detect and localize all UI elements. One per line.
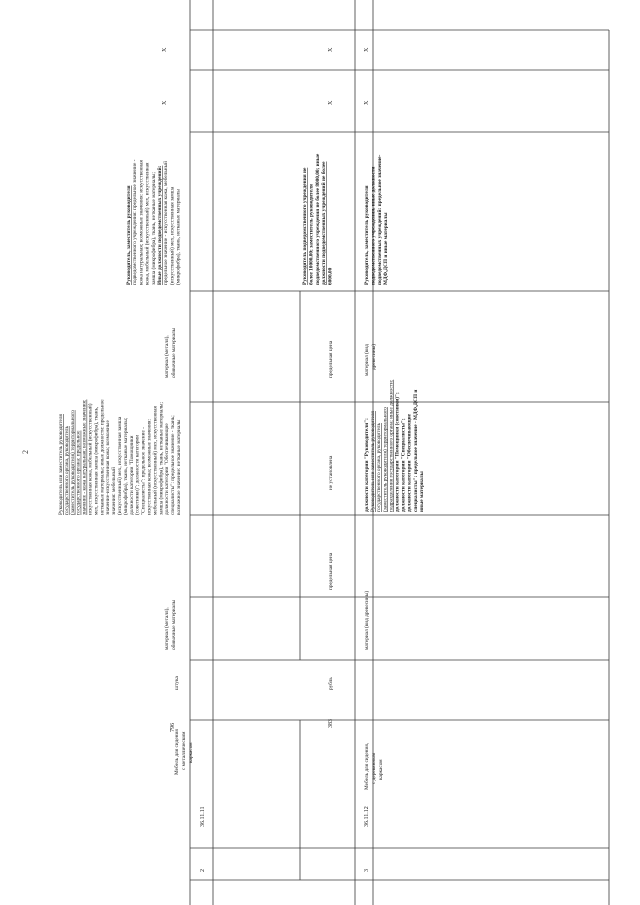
row-2-name-line: Мебель для сидения <box>174 729 180 775</box>
row-2b-function: Х <box>328 47 334 52</box>
row-3-authority-value-line: должности категории "Руководители": <box>364 418 370 512</box>
row-2b-approved-characteristic: предельная цена <box>328 340 334 378</box>
row-2b-approved-value-line: 6000,00 <box>327 267 334 285</box>
row-2-authority-value-line: (заместитель руководителя) территориального <box>69 410 76 515</box>
row-2-approved-value-line: (микрофибра), ткань, нетканые материалы <box>175 189 182 285</box>
row-2-authority-value-line: (советники)"; должности категории <box>134 434 141 515</box>
row-3-approved-value-line: подведомственных учреждений: предельное значение- <box>376 154 383 285</box>
row-2-characteristic <box>163 599 177 650</box>
row-3-authority-value-line: должности категории "Специалисты"; <box>400 418 407 512</box>
row-2-authority-value-line: должности категории "Обеспечивающие <box>164 423 171 515</box>
row-2-characteristic-line: материал (металл), <box>164 607 170 650</box>
row-2-authority-value-line: значение - кожа натуральная; возможные значения: <box>81 399 88 515</box>
row-2b-okei-code: 383 <box>328 719 334 728</box>
row-2-okei-unit: штука <box>174 676 180 690</box>
row-2b-authority-values: не установлена <box>328 455 334 490</box>
row-2b-justification: Х <box>328 100 334 105</box>
row-3-approved-value-line: подведомственного учреждения, иные должности <box>370 166 377 285</box>
row-2b-approved-values <box>302 153 334 285</box>
row-2b-approved-value-line: Руководитель подведомственного учреждения не <box>302 167 308 285</box>
row-3-authority-value-line: (заместитель руководителя) территориального <box>382 407 389 512</box>
row-3-name-line: Мебель для сидения, <box>364 742 370 790</box>
row-3-authority-value-line: государственного органа, руководитель <box>376 423 383 512</box>
row-2-approved-values <box>126 159 182 285</box>
row-3-approved-characteristic-line: древесины) <box>371 344 377 370</box>
row-3-name-line: каркасом <box>378 759 384 780</box>
row-3-approved-value-line: Руководитель, заместитель руководителя <box>364 185 370 285</box>
page-number: 2 <box>21 450 30 454</box>
row-3-authority-value-line: должности категории "Помощники (советники)"; <box>394 392 401 512</box>
row-2b-approved-value-line: подведомственного учреждения не более 8000,00; иные <box>314 153 321 285</box>
row-2-authority-value-line: мебельный (искусственный) мех, искусственная <box>152 406 159 515</box>
row-3-characteristic: материал (вид древесины) <box>364 590 370 650</box>
row-3-authority-value-line: подразделения государственного органа; иные должности: <box>388 379 395 512</box>
row-2b-approved-value-line: должности подведомственных учреждений не более <box>321 161 328 285</box>
row-2-authority-value-line: возможное значение: нетканые материалы <box>176 419 182 515</box>
row-3-name-line: с деревянным <box>371 752 377 784</box>
row-2-name-line: с металлическим <box>181 731 187 770</box>
row-2b-characteristic: предельная цена <box>328 552 334 590</box>
row-3-approved-value-line: МДФ,ДСП и иные материалы <box>383 212 390 285</box>
row-2-authority-value-line: "Специалисты": предельное значение - <box>140 427 147 515</box>
row-2-approved-value-line: кожа натуральная; возможные значения: искусственная <box>138 160 145 285</box>
row-3-approved-characteristic <box>363 344 377 376</box>
row-2-approved-value-line: Иные должности подведомственных учреждений: <box>157 165 163 285</box>
row-2b-okei-unit: рубль <box>328 677 334 690</box>
row-2-name-line: каркасом <box>188 742 194 763</box>
row-2-justification: Х <box>162 100 168 105</box>
row-2-authority-value-line: мех, искусственная замша (микрофибра), ткань, <box>93 406 100 515</box>
row-2-authority-value-line: государственного органа, руководитель <box>63 426 70 515</box>
row-2-authority-values <box>58 399 182 515</box>
row-3-authority-value-line: Руководитель или заместитель руководителя <box>370 411 377 512</box>
row-2b-approved-value-line: более 10000,00; заместитель руководителя <box>308 184 315 285</box>
row-2-authority-value-line: (искусственный) мех, искусственная замша <box>117 416 123 515</box>
row-3-function: Х <box>364 47 370 52</box>
row-2-approved-value-line: Руководитель, заместитель руководителя <box>126 185 132 285</box>
row-2-approved-value-line: (искусственный) мех, искусственная замша <box>169 186 176 285</box>
row-2-approved-value-line: замша (микрофибра), ткань, нетканые материалы; <box>150 172 157 285</box>
row-2-approved-value-line: кожа, мебельный (искусственный) мех, искусственная <box>144 162 151 285</box>
row-2-characteristic-line: обивочные материалы <box>171 599 177 650</box>
row-3-approved-characteristic-line: материал (вид <box>364 344 370 376</box>
row-2-approved-value-line: подведомственного учреждения: предельное значение - <box>132 159 139 285</box>
row-3-authority-value-line: должности категории "Обеспечивающие <box>406 414 413 512</box>
row-2-approved-characteristic-line: обивочные материалы <box>171 327 177 378</box>
row-2-authority-value-line: значения: мебельный <box>111 467 118 515</box>
row-2-okei-code: 796 <box>170 723 176 732</box>
row-2-okpd-code: 36.11.11 <box>200 806 206 827</box>
row-2-approved-characteristic-line: материал (металл), <box>164 335 170 378</box>
row-2-authority-value-line: (микрофибра), ткань, нетканые материалы; <box>122 417 129 515</box>
row-2-authority-value-line: специалисты": предельное значение - ткань; <box>170 415 177 515</box>
row-3-okpd-code: 36.11.12 <box>364 806 370 827</box>
row-2-authority-value-line: искусственная кожа, мебельный (искусственный) <box>87 403 94 515</box>
row-2-authority-value-line: замша (микрофибра), ткань, нетканые материалы; <box>158 402 165 515</box>
row-2-approved-characteristic <box>163 327 177 378</box>
row-3-number: 3 <box>364 869 370 872</box>
row-3-name <box>363 743 384 790</box>
row-2-number: 2 <box>200 869 206 872</box>
row-2-name <box>173 729 194 775</box>
row-3-approved-values <box>364 155 389 285</box>
row-2-authority-value-line: значение-искусственная кожа; возможные <box>105 420 112 515</box>
row-2-authority-value-line: искусственная кожа; возможные значения: <box>146 419 153 515</box>
row-2-authority-value-line: нетканые материалы; иные должности: предельное <box>99 399 106 515</box>
row-3-justification: Х <box>364 100 370 105</box>
row-2-authority-value-line: Руководитель или заместитель руководителя <box>58 414 64 515</box>
row-2-approved-value-line: предельное значение - искусственная кожа, мебельный <box>163 160 170 285</box>
row-3-authority-value-line: специалисты": предельное значение - МДФ,ДСП и <box>412 389 419 512</box>
row-2-authority-value-line: должности категории "Помощники <box>128 435 135 515</box>
row-3-authority-value-line: иные материалы <box>418 471 425 512</box>
row-2-authority-value-line: государственного органа: предельное <box>75 430 82 515</box>
row-2-function: Х <box>162 47 168 52</box>
